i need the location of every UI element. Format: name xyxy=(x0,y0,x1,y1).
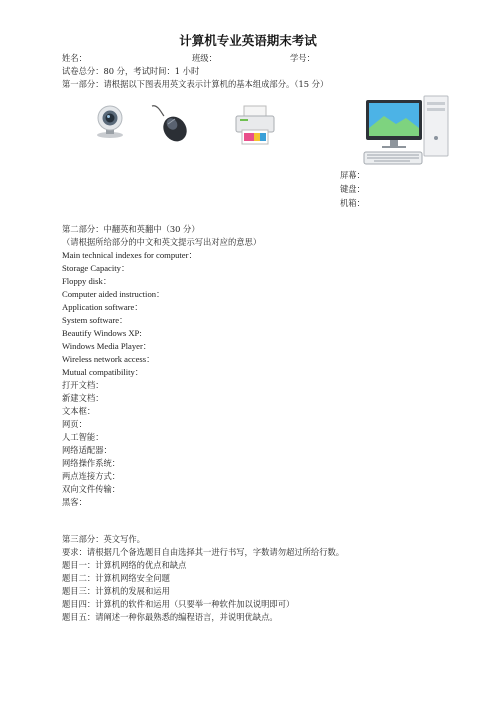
part2-item: Computer aided instruction： xyxy=(62,289,165,299)
exam-info: 试卷总分：80 分，考试时间：1 小时 xyxy=(62,66,200,76)
part2-item: 双向文件传输： xyxy=(62,484,121,494)
part2-item: Main technical indexes for computer： xyxy=(62,250,198,260)
part1-heading: 第一部分：请根据以下图表用英文表示计算机的基本组成部分。（15 分） xyxy=(62,79,329,89)
printer-image xyxy=(234,104,276,146)
mouse-image xyxy=(148,102,190,144)
part2-heading: 第二部分：中翻英和英翻中（30 分） xyxy=(62,224,200,234)
part3-heading: 第三部分：英文写作。 xyxy=(62,534,145,544)
class-label: 班级： xyxy=(192,53,217,63)
keyboard-label: 键盘： xyxy=(340,184,365,194)
number-label: 学号： xyxy=(290,53,315,63)
webcam-image xyxy=(92,103,128,139)
part2-item: System software： xyxy=(62,315,128,325)
part2-item: Wireless network access： xyxy=(62,354,155,364)
topic-item: 题目四：计算机的软件和运用（只要举一种软件加以说明即可） xyxy=(62,599,295,609)
part2-note: （请根据所给部分的中文和英文提示写出对应的意思） xyxy=(62,237,262,247)
topic-item: 题目一：计算机网络的优点和缺点 xyxy=(62,560,187,570)
part2-item: 人工智能： xyxy=(62,432,104,442)
desktop-computer-image xyxy=(362,94,452,166)
part2-item: 打开文档： xyxy=(62,380,104,390)
part2-item: 新建文档： xyxy=(62,393,104,403)
part2-item: 网络适配器： xyxy=(62,445,112,455)
part2-item: Windows Media Player： xyxy=(62,341,152,351)
part2-item: Mutual compatibility： xyxy=(62,367,144,377)
topic-item: 题目五：请阐述一种你最熟悉的编程语言，并说明优缺点。 xyxy=(62,612,278,622)
part2-item: Storage Capacity： xyxy=(62,263,130,273)
part2-item: 网络操作系统： xyxy=(62,458,121,468)
case-label: 机箱： xyxy=(340,198,365,208)
exam-title: 计算机专业英语期末考试 xyxy=(179,33,317,48)
part2-item: Beautify Windows XP: xyxy=(62,328,142,338)
name-label: 姓名： xyxy=(62,53,87,63)
screen-label: 屏幕： xyxy=(340,170,365,180)
part2-item: 文本框： xyxy=(62,406,96,416)
part2-item: 网页： xyxy=(62,419,87,429)
part2-item: Application software： xyxy=(62,302,143,312)
part2-item: 黑客： xyxy=(62,497,87,507)
topic-item: 题目三：计算机的发展和运用 xyxy=(62,586,170,596)
part2-item: 两点连接方式： xyxy=(62,471,121,481)
topic-item: 题目二：计算机网络安全问题 xyxy=(62,573,170,583)
part3-requirement: 要求：请根据几个备选题目自由选择其一进行书写，字数请勿超过所给行数。 xyxy=(62,547,345,557)
part2-item: Floppy disk： xyxy=(62,276,112,286)
